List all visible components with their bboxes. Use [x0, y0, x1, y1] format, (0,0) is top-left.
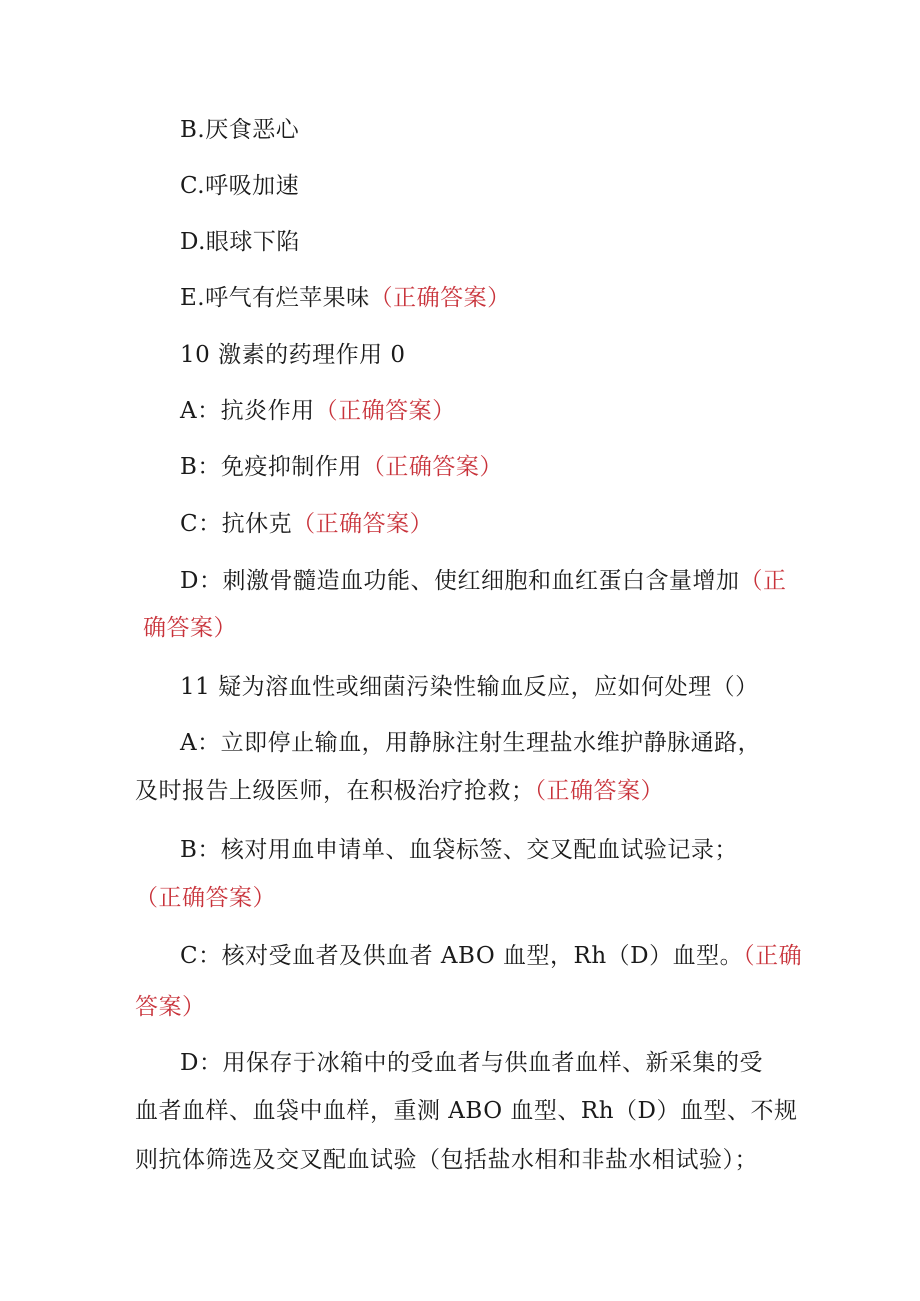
- correct-answer-mark: （正确答案）: [292, 511, 434, 537]
- option-c-text: C.呼吸加速: [180, 173, 300, 199]
- q10-option-d-continuation: [143, 614, 237, 642]
- q10-option-a-line: [180, 397, 456, 425]
- correct-answer-mark: （正确答案）: [135, 885, 276, 911]
- option-b-line: [180, 116, 299, 144]
- q11-option-c-line: [180, 942, 802, 970]
- q11-option-a-continuation: [135, 777, 664, 805]
- question-10-title: [180, 341, 406, 369]
- correct-answer-mark: （正确答案）: [361, 454, 503, 480]
- option-d-line: [180, 228, 300, 256]
- q11-option-b-text: B：核对用血申请单、血袋标签、交叉配血试验记录；: [180, 837, 738, 863]
- q11-option-d-text-3: 则抗体筛选及交叉配血试验（包括盐水相和非盐水相试验）；: [135, 1147, 758, 1173]
- q11-option-a-line: [180, 729, 761, 757]
- q11-option-a-text: A：立即停止输血，用静脉注射生理盐水维护静脉通路，: [180, 730, 762, 756]
- q11-option-c-continuation: [135, 993, 206, 1021]
- correct-answer-mark: 确答案）: [143, 615, 237, 641]
- question-11-title: [180, 673, 759, 701]
- correct-answer-mark: （正确答案）: [314, 398, 456, 424]
- correct-answer-mark: （正确: [743, 943, 803, 969]
- option-b-text: B.厌食恶心: [180, 117, 300, 143]
- option-e-text: E.呼气有烂苹果味: [180, 285, 370, 311]
- q11-option-d-continuation-1: [135, 1097, 798, 1125]
- option-d-text: D.眼球下陷: [180, 229, 300, 255]
- question-10-text: 10 激素的药理作用 0: [180, 342, 406, 368]
- correct-answer-mark: （正确答案）: [369, 285, 511, 311]
- q10-option-a-text: A：抗炎作用: [180, 398, 315, 424]
- q11-option-d-line: [180, 1049, 763, 1077]
- correct-answer-mark: 答案）: [135, 994, 206, 1020]
- option-e-line: [180, 284, 511, 312]
- q10-option-d-line: [180, 567, 786, 595]
- q11-option-b-continuation: [135, 884, 276, 912]
- question-11-text: 11 疑为溶血性或细菌污染性输血反应，应如何处理（）: [180, 674, 759, 700]
- q11-option-c-text: C：核对受血者及供血者 ABO 血型，Rh（D）血型。: [180, 943, 744, 969]
- q11-option-b-line: [180, 836, 738, 864]
- q10-option-c-line: [180, 510, 433, 538]
- q10-option-b-text: B：免疫抑制作用: [180, 454, 362, 480]
- q11-option-d-continuation-2: [135, 1146, 758, 1174]
- q10-option-c-text: C：抗休克: [180, 511, 293, 537]
- correct-answer-mark: （正确答案）: [534, 778, 664, 804]
- correct-answer-mark: （正: [739, 568, 787, 594]
- q10-option-b-line: [180, 453, 503, 481]
- q11-option-a-text-2: 及时报告上级医师，在积极治疗抢救；: [135, 778, 535, 804]
- q10-option-d-text: D：刺激骨髓造血功能、使红细胞和血红蛋白含量增加: [180, 568, 740, 594]
- option-c-line: [180, 172, 299, 200]
- q11-option-d-text: D：用保存于冰箱中的受血者与供血者血样、新采集的受: [180, 1050, 763, 1076]
- q11-option-d-text-2: 血者血样、血袋中血样，重测 ABO 血型、Rh（D）血型、不规: [135, 1098, 798, 1124]
